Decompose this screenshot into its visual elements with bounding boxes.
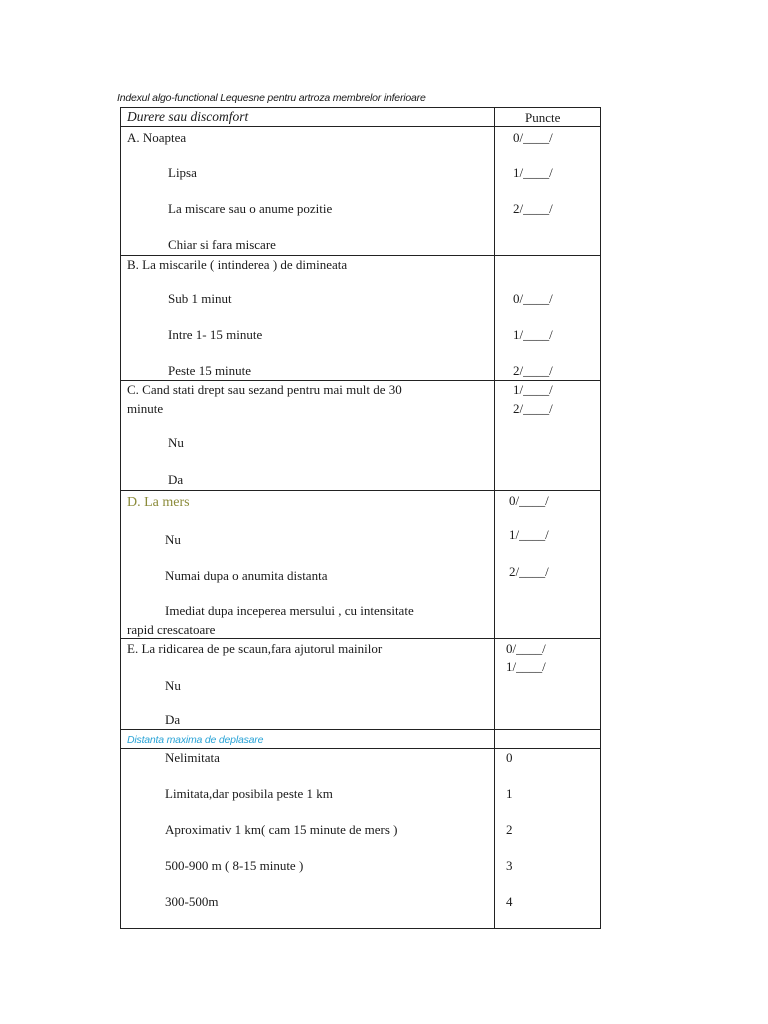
distance-points: 3 (506, 858, 513, 873)
section-e-title: E. La ridicarea de pe scaun,fara ajutorul mainilor (127, 641, 383, 656)
column-divider (494, 108, 495, 928)
distance-item: 300-500m (165, 894, 219, 909)
distance-points: 4 (506, 894, 513, 909)
section-c-item: Da (168, 472, 184, 487)
section-a-item: La miscare sau o anume pozitie (168, 201, 333, 216)
section-b-item: Intre 1- 15 minute (168, 327, 263, 342)
section-a-points: 0/____/ (513, 130, 553, 145)
section-a-item: Chiar si fara miscare (168, 237, 276, 252)
distance-item: 500-900 m ( 8-15 minute ) (165, 858, 304, 873)
section-c-title: C. Cand stati drept sau sezand pentru mai mult de 30 (127, 382, 402, 397)
distance-item: Limitata,dar posibila peste 1 km (165, 786, 333, 801)
section-d-item-cont: rapid crescatoare (127, 622, 216, 637)
section-d-item: Nu (165, 532, 181, 547)
section-b-title: B. La miscarile ( intinderea ) de dimineata (127, 257, 348, 272)
distance-item: Aproximativ 1 km( cam 15 minute de mers ) (165, 822, 398, 837)
section-a-item: Lipsa (168, 165, 197, 180)
section-e-points: 0/____/ (506, 641, 546, 656)
section-d-points: 1/____/ (509, 527, 549, 542)
section-c-points: 1/____/ (513, 382, 553, 397)
section-b-item: Sub 1 minut (168, 291, 232, 306)
section-b-points: 2/____/ (513, 363, 553, 378)
row-divider-c-d (121, 490, 600, 491)
document-caption: Indexul algo-functional Lequesne pentru artroza membrelor inferioare (117, 92, 426, 104)
distance-points: 1 (506, 786, 513, 801)
section-e-item: Nu (165, 678, 181, 693)
section-d-points: 2/____/ (509, 564, 549, 579)
section-e-item: Da (165, 712, 181, 727)
distance-points: 0 (506, 750, 513, 765)
section-e-points: 1/____/ (506, 659, 546, 674)
section-a-points: 1/____/ (513, 165, 553, 180)
section-d-item: Numai dupa o anumita distanta (165, 568, 328, 583)
lequesne-index-table (120, 107, 601, 929)
header-pain-label: Durere sau discomfort (127, 109, 249, 124)
distance-points: 2 (506, 822, 513, 837)
row-divider-e-distance (121, 729, 600, 730)
section-d-item: Imediat dupa inceperea mersului , cu intensitate (165, 603, 414, 618)
section-d-points: 0/____/ (509, 493, 549, 508)
section-b-points: 1/____/ (513, 327, 553, 342)
section-c-points: 2/____/ (513, 401, 553, 416)
section-a-title: A. Noaptea (127, 130, 187, 145)
distance-item: Nelimitata (165, 750, 220, 765)
header-points-label: Puncte (525, 110, 561, 125)
distance-section-title: Distanta maxima de deplasare (127, 734, 264, 746)
section-a-points: 2/____/ (513, 201, 553, 216)
section-b-item: Peste 15 minute (168, 363, 252, 378)
section-c-item: Nu (168, 435, 184, 450)
section-d-title: D. La mers (127, 495, 190, 510)
section-b-points: 0/____/ (513, 291, 553, 306)
section-c-title-cont: minute (127, 401, 164, 416)
